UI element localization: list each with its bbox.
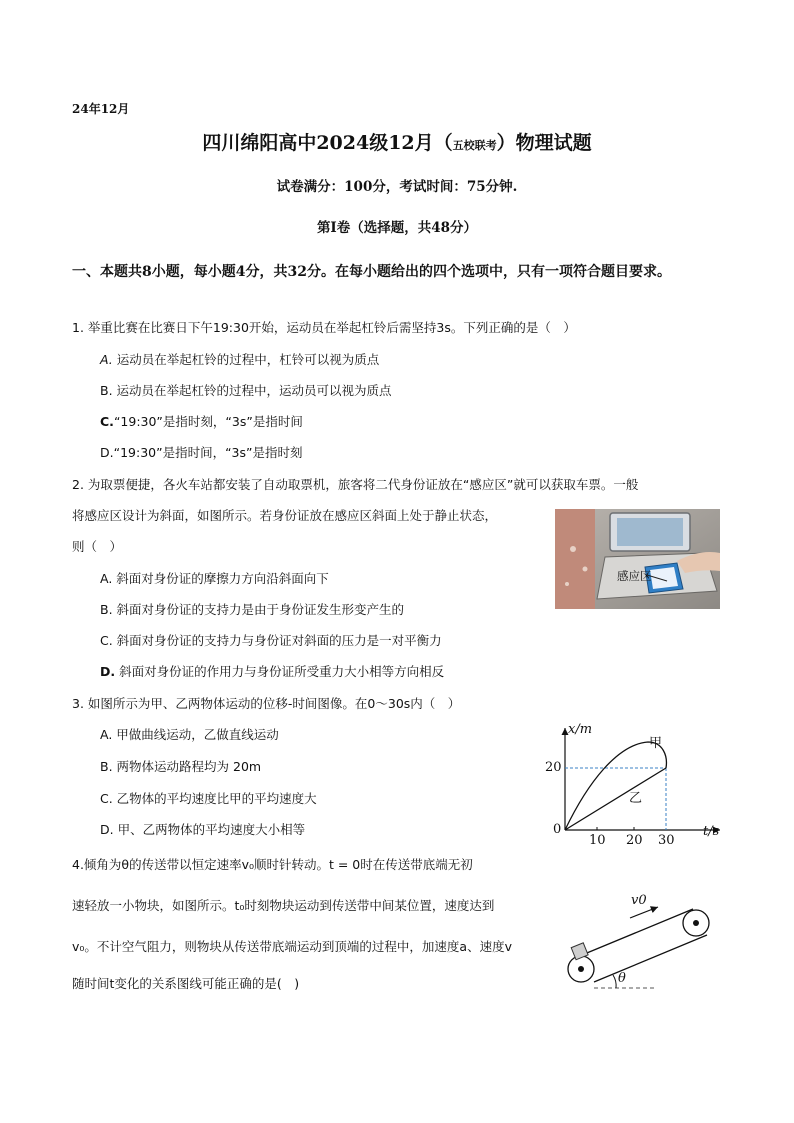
series-yi-label: 乙 [629, 791, 643, 806]
question-1-option-b: B. 运动员在举起杠铃的过程中，运动员可以视为质点 [100, 383, 392, 398]
x-tick-30: 30 [658, 833, 675, 848]
angle-label: θ [618, 971, 626, 986]
question-4-stem-line-3: v₀。不计空气阻力，则物块从传送带底端运动到顶端的过程中，加速度a、速度v [72, 939, 512, 954]
x-axis-label: t/s [703, 824, 720, 839]
section-heading: 一、本题共8小题，每小题4分，共32分。在每小题给出的四个选项中，只有一项符合题目要求。 [72, 264, 671, 280]
series-jia-curve [565, 742, 666, 830]
conveyor-belt-diagram [560, 893, 725, 993]
exam-info: 试卷满分：100分，考试时间：75分钟. [276, 179, 518, 195]
question-4-stem-line-4: 随时间t变化的关系图线可能正确的是( ) [72, 976, 300, 991]
part-heading: 第Ⅰ卷（选择题，共48分） [316, 220, 478, 236]
x-tick-20: 20 [626, 833, 643, 848]
question-3-option-a: A. 甲做曲线运动，乙做直线运动 [100, 727, 279, 742]
velocity-label: v0 [631, 893, 647, 908]
question-2-option-d: D. 斜面对身份证的作用力与身份证所受重力大小相等方向相反 [100, 664, 445, 679]
question-2-option-b: B. 斜面对身份证的支持力是由于身份证发生形变产生的 [100, 602, 405, 617]
question-1-option-a: A. 运动员在举起杠铃的过程中，杠铃可以视为质点 [100, 352, 380, 367]
origin-label: 0 [553, 822, 562, 837]
sensor-area-label: 感应区 [617, 569, 652, 583]
y-axis-label: x/m [568, 722, 593, 737]
velocity-arrow [630, 907, 658, 918]
angle-arc [613, 975, 616, 988]
date-label: 24年12月 [72, 102, 130, 116]
question-2-stem-line-1: 2. 为取票便捷，各火车站都安装了自动取票机，旅客将二代身份证放在“感应区”就可以获取车票。一般 [72, 477, 639, 492]
question-1-stem: 1. 举重比赛在比赛日下午19:30开始，运动员在举起杠铃后需坚持3s。下列正确的是（ ） [72, 320, 576, 335]
question-2-option-c: C. 斜面对身份证的支持力与身份证对斜面的压力是一对平衡力 [100, 633, 442, 648]
question-3-option-c: C. 乙物体的平均速度比甲的平均速度大 [100, 791, 317, 806]
y-tick-20: 20 [545, 760, 562, 775]
question-1-option-c: C.“19:30”是指时刻，“3s”是指时间 [100, 414, 303, 429]
question-2-option-a: A. 斜面对身份证的摩擦力方向沿斜面向下 [100, 571, 329, 586]
question-1-option-d: D.“19:30”是指时间，“3s”是指时刻 [100, 445, 303, 460]
question-3-stem: 3. 如图所示为甲、乙两物体运动的位移-时间图像。在0～30s内（ ） [72, 696, 461, 711]
question-2-stem-line-3: 则（ ） [72, 539, 123, 554]
x-tick-10: 10 [589, 833, 606, 848]
displacement-time-graph [545, 722, 728, 850]
question-4-stem-line-2: 速轻放一小物块，如图所示。t₀时刻物块运动到传送带中间某位置，速度达到 [72, 898, 495, 913]
series-yi-line [565, 768, 666, 830]
question-3-option-b: B. 两物体运动路程均为 20m [100, 759, 262, 774]
question-4-stem-line-1: 4.倾角为θ的传送带以恒定速率v₀顺时针转动。t = 0时在传送带底端无初 [72, 857, 473, 872]
belt-bottom-line [594, 935, 707, 982]
series-jia-label: 甲 [649, 736, 663, 751]
page-title: 四川绵阳高中2024级12月（五校联考）物理试题 [202, 132, 592, 154]
ticket-machine-photo [555, 509, 720, 609]
question-3-option-d: D. 甲、乙两物体的平均速度大小相等 [100, 822, 306, 837]
question-2-stem-line-2: 将感应区设计为斜面，如图所示。若身份证放在感应区斜面上处于静止状态， [72, 508, 498, 523]
